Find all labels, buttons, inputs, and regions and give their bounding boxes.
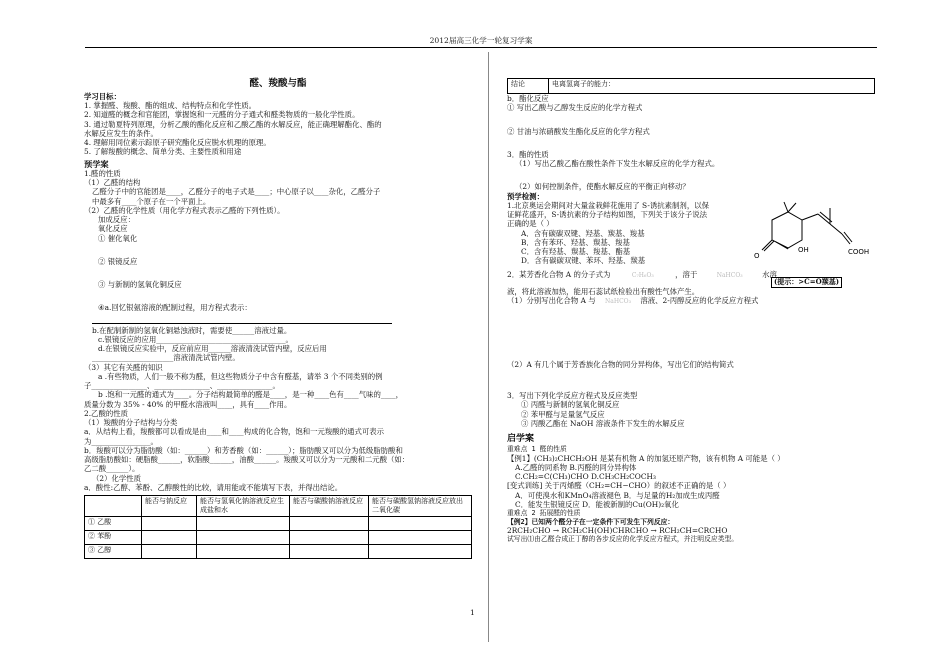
text-line: d.在银镜反应实验中，反应前应用______溶液清洗试管内壁，反应后用 xyxy=(98,344,327,354)
nahco3-placeholder: NaHCO₃ xyxy=(605,298,631,306)
text-line: a．酸性:乙醇、苯酚、乙醇酸性的比较，请用能或不能填写下表，并得出结论。 xyxy=(84,482,343,492)
text-line: 【例1】(CH₃)₂CHCH₂OH 是某有机物 A 的加氢还原产物，该有机物 A 可能是（ ） xyxy=(507,453,785,463)
table-cell[interactable] xyxy=(290,516,369,530)
text-line: ③ 与新制的氢氧化铜反应 xyxy=(98,280,182,290)
text-line: ① 写出乙酸与乙醇发生反应的化学方程式 xyxy=(507,103,643,113)
text-line xyxy=(507,296,875,306)
acidity-table xyxy=(84,495,472,559)
table-cell[interactable] xyxy=(369,530,472,544)
text-line: a .有些物质，人们一般不称为醛，但这些物质分子中含有醛基，请举 3 个不同类别的例 xyxy=(98,371,383,381)
oh-label: OH xyxy=(798,246,809,254)
text-line: 重难点 2 拓展醛的性质 xyxy=(507,509,581,518)
text-line: ② 苯甲醛与足量氢气反应 xyxy=(521,409,605,419)
goals-heading: 学习目标： xyxy=(84,91,121,101)
text-line: 氧化反应 xyxy=(98,224,128,234)
qi-heading: 启学案 xyxy=(507,434,535,444)
conclusion-cell[interactable]: 电离氢离子的能力： xyxy=(549,79,875,94)
table-row xyxy=(85,544,472,558)
molecule-structure-diagram xyxy=(742,200,870,276)
pre-check-heading: 预学检测： xyxy=(507,191,544,201)
goal-item: 5. 了解羧酸的概念、简单分类、主要性质和用途 xyxy=(84,147,242,157)
table-cell[interactable] xyxy=(290,530,369,544)
text-line: ② 甘油与浓硝酸发生酯化反应的化学方程式 xyxy=(507,126,650,136)
text-line: 乙二酸______）。 xyxy=(84,464,140,474)
table-cell[interactable] xyxy=(369,544,472,558)
conclusion-label: 结论 xyxy=(508,79,549,94)
text-line: 3．写出下列化学反应方程式及反应类型 xyxy=(507,391,638,400)
table-header-cell: 能否与碳酸钠溶液反应 xyxy=(290,496,369,517)
text-line: （2）乙醛的化学性质（用化学方程式表示乙醛的下列性质）。 xyxy=(84,205,285,215)
page-number: 1 xyxy=(470,608,475,617)
table-row-label: ③ 乙醇 xyxy=(85,544,142,558)
goal-item: 4. 理解用同位素示踪原子研究酯化反应脱水机理的原理。 xyxy=(84,138,271,148)
table-header-row xyxy=(85,496,472,517)
text-line: ① 丙醛与新制的氢氧化铜反应 xyxy=(521,400,620,410)
text-line: 中最多有____个原子在一个平面上。 xyxy=(92,196,211,206)
page-header: 2012届高三化学一轮复习学案 xyxy=(429,36,533,45)
nahco3-placeholder: NaHCO₃ xyxy=(716,271,743,279)
text-line: [变式训练] 关于丙烯醛（CH₂=CH−CHO）的叙述不正确的是（ ） xyxy=(507,481,731,491)
text-line: 试写出⑴由乙醛合成正丁醇的各步反应的化学反应方程式，并注明反应类型。 xyxy=(507,535,739,544)
table-header-cell xyxy=(85,496,142,517)
text-line: 1.北京奥运会期间对大量盆栽鲜花施用了 S-诱抗素制剂，以保 xyxy=(507,200,710,210)
q2-part: 溶液、2-丙醇反应的化学反应方程式 xyxy=(640,296,759,306)
table-header-cell: 能否与碳酸氢钠溶液反应放出二氧化碳 xyxy=(369,496,472,517)
table-header-cell: 能否与钠反应 xyxy=(142,496,197,517)
text-line: c.银镜反应的应用___________________________________。 xyxy=(98,334,293,344)
goal-item: 水解反应发生的条件。 xyxy=(84,128,158,138)
text-line: 为________________。 xyxy=(84,436,158,446)
table-cell[interactable] xyxy=(142,544,197,558)
text-line: 质量分数为 35% - 40% 的甲醛水溶液叫____，具有____作用。 xyxy=(84,399,292,409)
pre-study-heading: 预学案 xyxy=(84,158,109,169)
formula-placeholder: C₇H₆O₃ xyxy=(631,271,654,279)
text-line: b．酯化反应 xyxy=(507,94,549,103)
text-line: ______________________溶液清洗试管内壁。 xyxy=(92,353,240,363)
text-line: 证鲜花盛开，S-诱抗素的分子结构如图，下列关于该分子说法 xyxy=(507,210,707,219)
doc-title: 醛、羧酸与酯 xyxy=(249,78,307,89)
option-line: D．含有碳碳双键、苯环、羟基、羰基 xyxy=(521,256,646,266)
text-line: 正确的是（ ） xyxy=(507,219,554,229)
left-column xyxy=(84,78,472,559)
text-line: b .饱和一元醛的通式为____。分子结构最简单的醛是____，是一种____色有____气味的____， xyxy=(98,390,404,400)
right-column xyxy=(507,78,875,544)
q2-part: 2．某芳香化合物 A 的分子式为 xyxy=(507,269,611,279)
option-line: C.CH₂=C(CH₃)CHO D.CH₃CH₂COCH₃ xyxy=(515,472,656,482)
goal-item: 3. 通过勒夏特列原理，分析乙酸的酯化反应和乙酸乙酯的水解反应，能正确理解酯化、酯的 xyxy=(84,119,382,129)
table-cell[interactable] xyxy=(197,544,290,558)
table-header-cell: 能否与氢氧化钠溶液反应生成盐和水 xyxy=(197,496,290,517)
table-row xyxy=(508,79,875,94)
text-line: ③ 丙酸乙酯在 NaOH 溶液条件下发生的水解反应 xyxy=(521,418,685,428)
text-line: 2.乙酸的性质 xyxy=(84,408,129,418)
text-line: a．从结构上看，羧酸都可以看成是由____和____构成的化合物，饱和一元羧酸的通式可表示 xyxy=(84,427,385,437)
text-line: 3．酯的性质 xyxy=(507,149,549,159)
q2-part: （1）分别写出化合物 A 与 xyxy=(507,296,596,306)
table-cell[interactable] xyxy=(142,516,197,530)
text-line: 2RCH₂CHO → RCH₂CH(OH)CHRCHO → RCH₂CH=CRCHO xyxy=(507,526,728,536)
conclusion-table xyxy=(507,78,875,94)
table-cell[interactable] xyxy=(369,516,472,530)
text-line: 乙醛分子中的官能团是____，乙醛分子的电子式是____；中心原子以____杂化，乙醛分子 xyxy=(92,187,381,197)
column-divider xyxy=(488,52,489,642)
text-line: b.在配制新制的氢氧化铜悬浊液时，需要使______溶液过量。 xyxy=(92,325,292,335)
option-line: A．含有碳碳双键、羟基、羰基、羧基 xyxy=(521,228,645,238)
table-row-label: ② 苯酚 xyxy=(85,530,142,544)
option-line: A．可使溴水和KMnO₄溶液褪色 B．与足量的H₂加成生成丙醛 xyxy=(515,490,720,500)
carbonyl-hint: (提示：>C=O羰基) xyxy=(771,277,842,288)
table-row xyxy=(85,516,472,530)
text-line: （3）其它有关醛的知识 xyxy=(84,362,163,372)
cooh-label: COOH xyxy=(848,248,870,256)
table-cell[interactable] xyxy=(290,544,369,558)
text-line: 【例2】已知两个醛分子在一定条件下可发生下列反应： xyxy=(507,517,675,526)
text-line: （1）羧酸的分子结构与分类 xyxy=(84,418,178,428)
text-line: 高级脂肪酸如：硬脂酸______，软脂酸______，油酸______。羧酸又可以分为一元酸和二元酸（如： xyxy=(84,455,410,465)
text-line: ② 银镜反应 xyxy=(98,256,138,266)
text-line: 子_______________、_______________、_______________。 xyxy=(84,381,280,391)
text-line: 加成反应： xyxy=(98,215,135,225)
option-line: B．含有苯环、羟基、羰基、羧基 xyxy=(521,237,630,247)
table-cell[interactable] xyxy=(197,530,290,544)
option-line: C．能发生银镜反应 D．能被新制的Cu(OH)₂氧化 xyxy=(515,499,679,509)
text-line: ④a.回忆银氨溶液的配制过程，用方程式表示： xyxy=(98,303,252,313)
q2-part: 水溶 xyxy=(762,269,777,279)
goal-item: 1. 掌握醛、羧酸、酯的组成、结构特点和化学性质。 xyxy=(84,101,256,111)
text-line: ① 催化氧化 xyxy=(98,233,138,243)
q2-part: ，溶于 xyxy=(675,269,698,279)
header-rule xyxy=(85,47,877,48)
text-line: 液，将此溶液加热，能用石蕊试纸检验出有酸性气体产生。 xyxy=(507,287,700,296)
text-line: （1）写出乙酸乙酯在酸性条件下发生水解反应的化学方程式。 xyxy=(515,159,720,168)
text-line: （2）化学性质 xyxy=(92,473,142,483)
text-line: （2）A 有几个属于芳香族化合物的同分异构体，写出它们的结构简式 xyxy=(507,359,734,369)
text-line: （1）乙醛的结构 xyxy=(84,178,141,188)
o-label: O xyxy=(754,252,760,260)
option-line: C．含有羟基、羰基、羧基、酯基 xyxy=(521,247,631,256)
text-line: 1.醛的性质 xyxy=(84,168,121,178)
text-line: b．羧酸可以分为脂肪酸（如：______）和芳香酸（如：______）；脂肪酸又可以分为低级脂肪酸和 xyxy=(84,445,403,455)
text-line: 重难点 1 醛的性质 xyxy=(507,445,567,454)
option-line: A.乙醛的同系物 B.丙醛的同分异构体 xyxy=(515,462,637,472)
goal-item: 2. 知道醛的概念和官能团，掌握饱和一元醛的分子通式和醛类物质的一般化学性质。 xyxy=(84,110,360,120)
table-cell[interactable] xyxy=(197,516,290,530)
answer-rule xyxy=(92,323,392,324)
table-row-label: ① 乙酸 xyxy=(85,516,142,530)
text-line: （2）如何控制条件，使酯水解反应的平衡正向移动？ xyxy=(515,182,690,192)
table-cell[interactable] xyxy=(142,530,197,544)
table-row xyxy=(85,530,472,544)
